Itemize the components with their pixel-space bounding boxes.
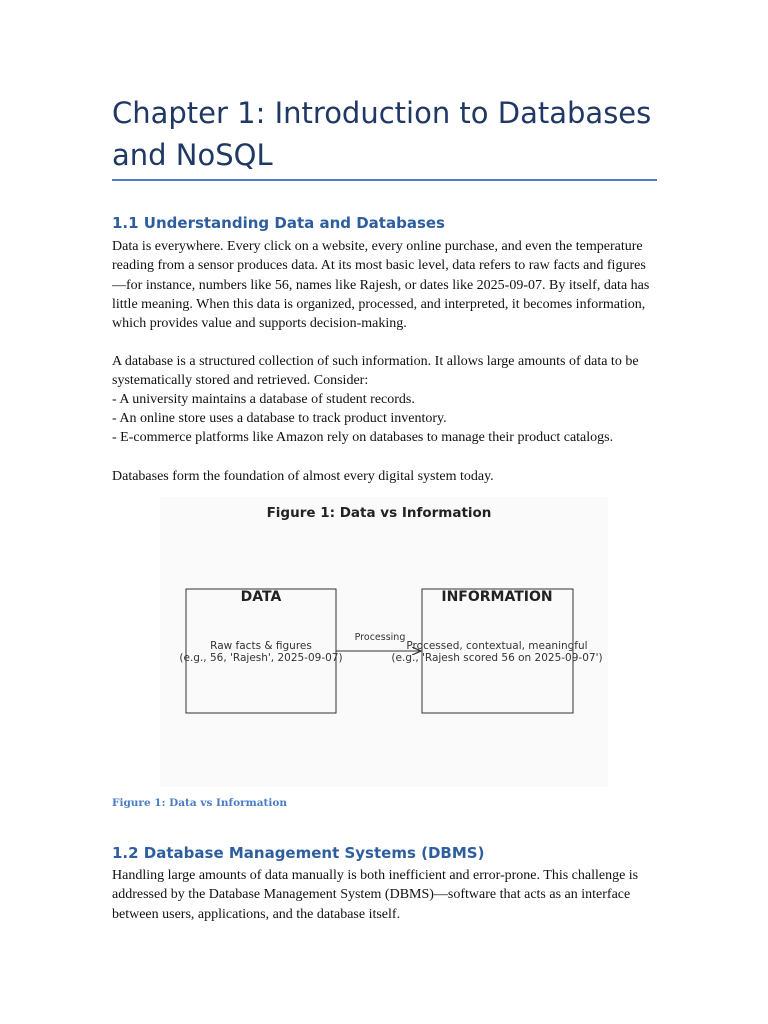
figure-data-vs-information xyxy=(160,497,608,787)
processing-label: Processing xyxy=(354,632,406,643)
title-divider xyxy=(112,179,657,181)
data-box-label: DATA xyxy=(240,589,282,605)
figure-caption: Figure 1: Data vs Information xyxy=(112,797,287,809)
list-item: - A university maintains a database of student records. xyxy=(112,392,415,407)
section-1-1-paragraph-1: Data is everywhere. Every click on a website, every online purchase, and even the temperature reading from a sensor produces data. At its most basic level, data refers to raw facts and figures—for instance, numbers like 56, names like Rajesh, or dates like 2025-09-07. By itself, data has little meaning. When this data is organized, processed, and interpreted, it becomes information, which provides value and supports decision-making. xyxy=(112,239,650,332)
information-box-line-1: Processed, contextual, meaningful xyxy=(406,640,588,652)
section-1-1-paragraph-3: Databases form the foundation of almost every digital system today. xyxy=(112,469,494,484)
figure-title: Figure 1: Data vs Information xyxy=(266,505,492,521)
information-box-label: INFORMATION xyxy=(441,589,553,605)
section-1-1-paragraph-2: A database is a structured collection of such information. It allows large amounts of data to be systematically stored and retrieved. Consider: xyxy=(112,354,639,389)
figure-diagram xyxy=(160,497,608,787)
chapter-title: Chapter 1: Introduction to Databases and NoSQL xyxy=(112,96,652,172)
data-box-line-2: (e.g., 56, 'Rajesh', 2025-09-07) xyxy=(179,652,343,664)
section-1-2-paragraph-1: Handling large amounts of data manually is both inefficient and error-prone. This challenge is addressed by the Database Management System (DBMS)—software that acts as an interface between users, applications, and the database itself. xyxy=(112,868,639,922)
list-item: - E-commerce platforms like Amazon rely on databases to manage their product catalogs. xyxy=(112,430,614,445)
information-box-line-2: (e.g., 'Rajesh scored 56 on 2025-09-07') xyxy=(391,652,603,664)
section-1-1-heading: 1.1 Understanding Data and Databases xyxy=(112,214,445,232)
data-box-line-1: Raw facts & figures xyxy=(210,640,312,652)
list-item: - An online store uses a database to track product inventory. xyxy=(112,411,447,426)
section-1-2-heading: 1.2 Database Management Systems (DBMS) xyxy=(112,844,485,862)
